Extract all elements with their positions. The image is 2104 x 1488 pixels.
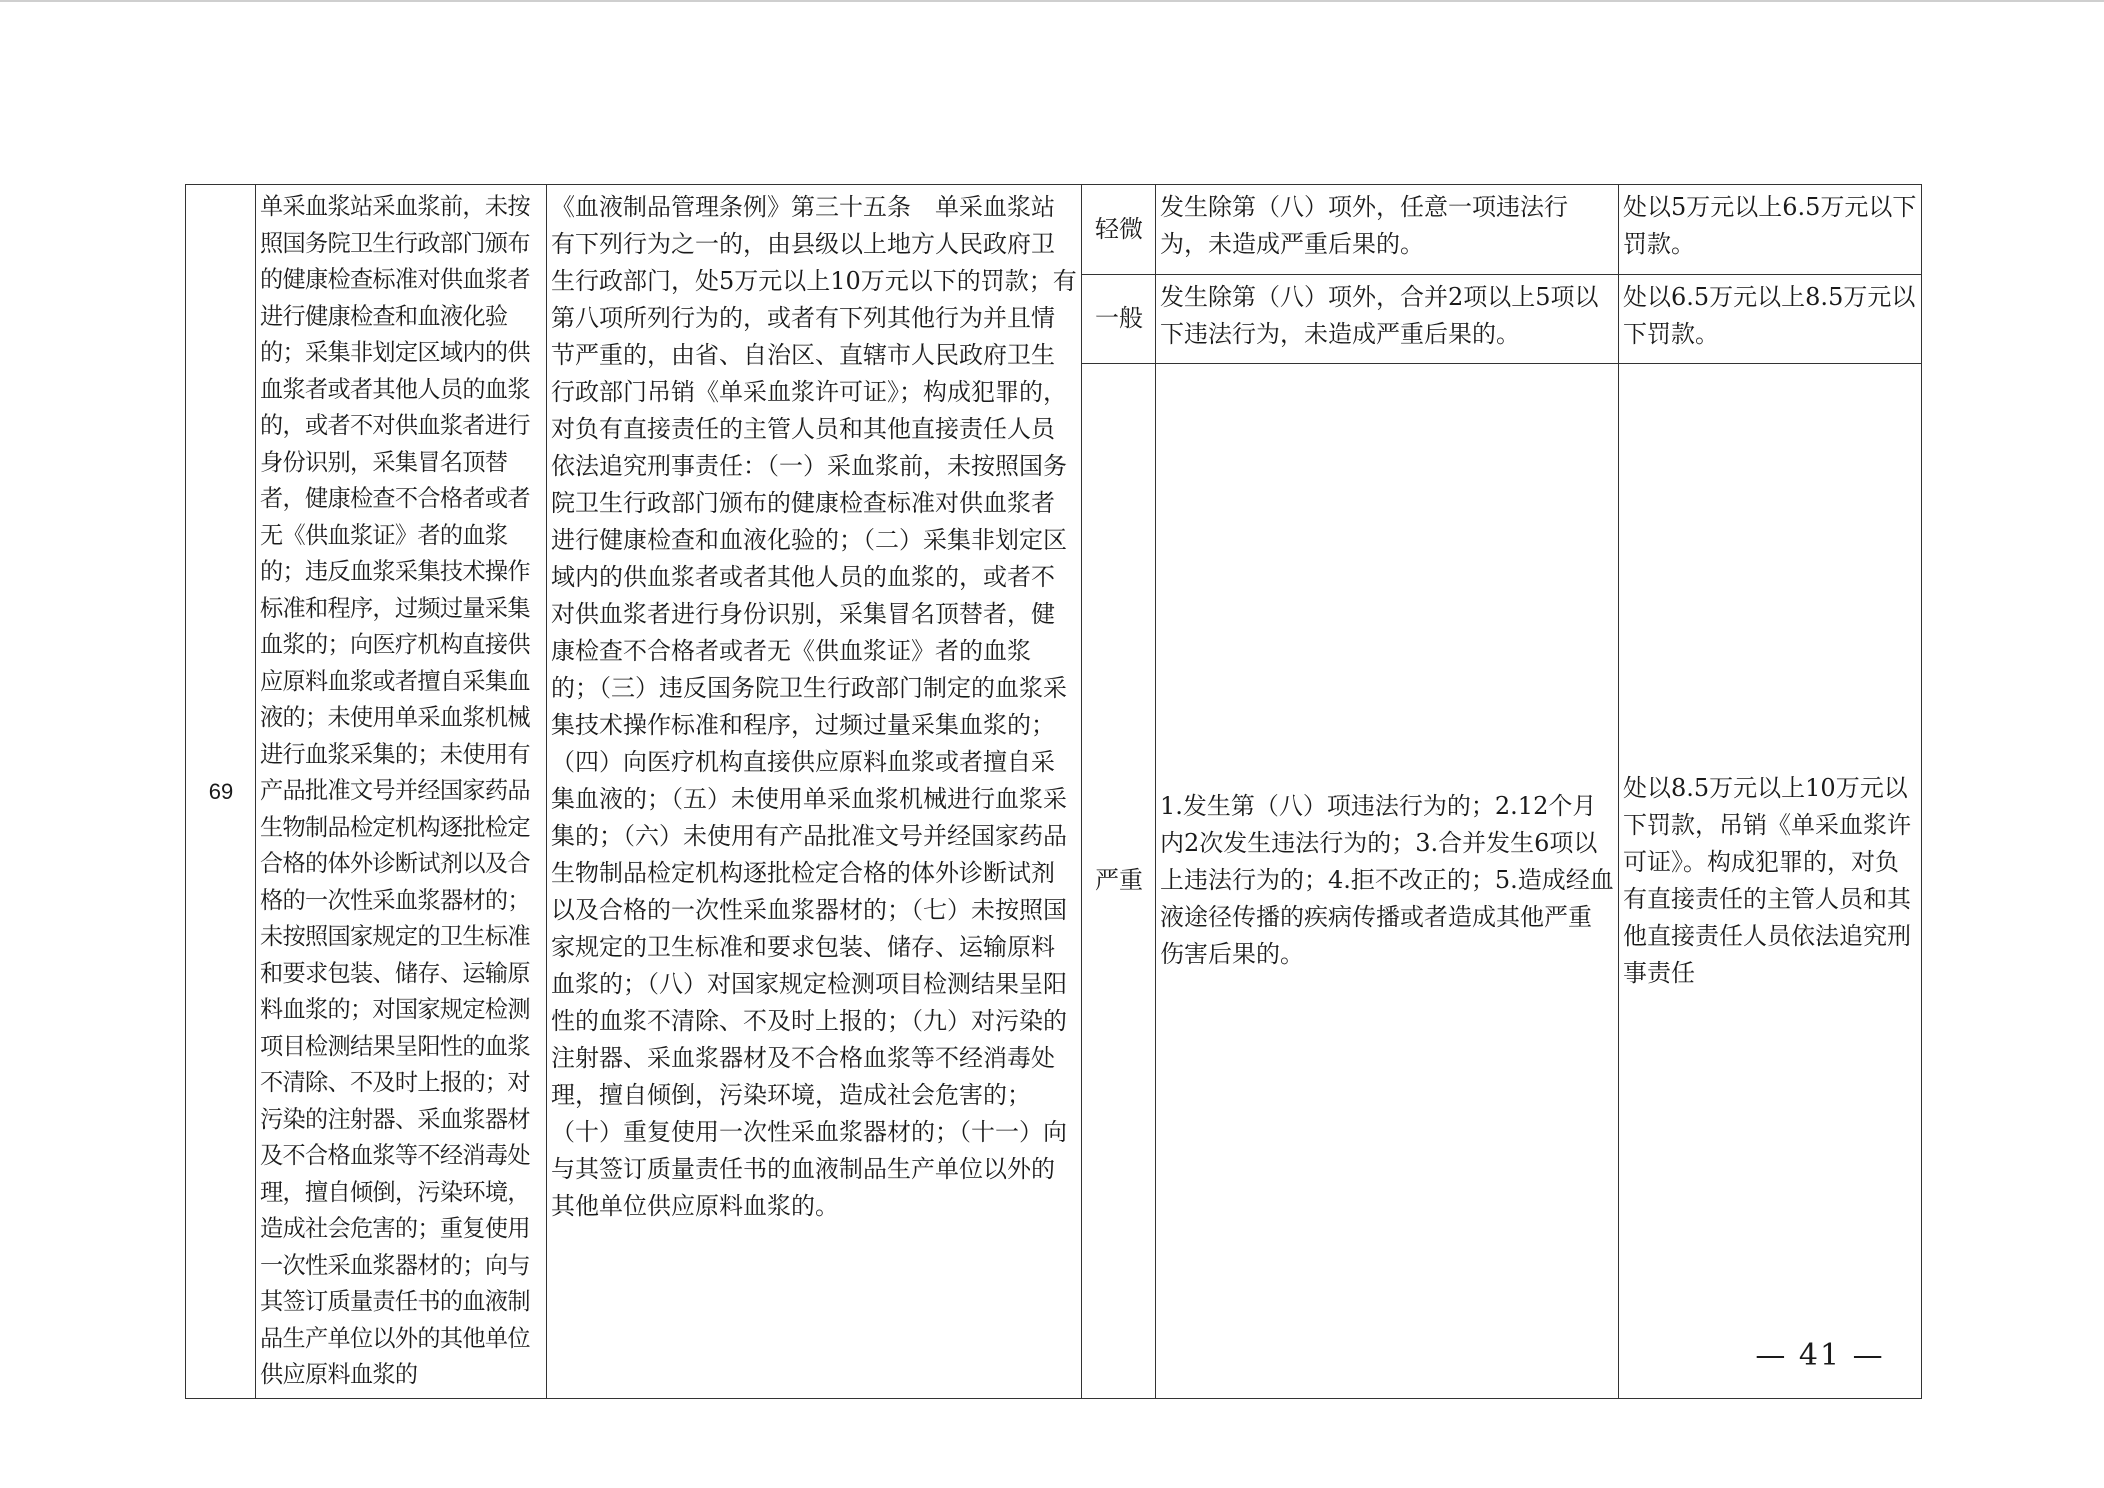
penalty-discretion-table [185,184,1922,1399]
violation-cell: 单采血浆站采血浆前，未按照国务院卫生行政部门颁布的健康检查标准对供血浆者进行健康检查和血液化验的；采集非划定区域内的供血浆者或者其他人员的血浆的，或者不对供血浆者进行身份识别，采集冒名顶替者，健康检查不合格者或者无《供血浆证》者的血浆的；违反血浆采集技术操作标准和程序，过频过量采集血浆的；向医疗机构直接供应原料血浆或者擅自采集血液的；未使用单采血浆机械进行血浆采集的；未使用有产品批准文号并经国家药品生物制品检定机构逐批检定合格的体外诊断试剂以及合格的一次性采血浆器材的；未按照国家规定的卫生标准和要求包装、储存、运输原料血浆的；对国家规定检测项目检测结果呈阳性的血浆不清除、不及时上报的；对污染的注射器、采血浆器材及不合格血浆等不经消毒处理，擅自倾倒，污染环境，造成社会危害的；重复使用一次性采血浆器材的；向与其签订质量责任书的血液制品生产单位以外的其他单位供应原料血浆的 [256,185,547,1399]
level-minor: 轻微 [1082,185,1156,275]
level-severe: 严重 [1082,364,1156,1398]
table-row [186,185,1922,275]
page-top-edge [0,0,2104,2]
legal-basis-cell: 《血液制品管理条例》第三十五条 单采血浆站有下列行为之一的，由县级以上地方人民政府卫生行政部门，处5万元以上10万元以下的罚款；有第八项所列行为的，或者有下列其他行为并且情节严重的，由省、自治区、直辖市人民政府卫生行政部门吊销《单采血浆许可证》；构成犯罪的，对负有直接责任的主管人员和其他直接责任人员依法追究刑事责任：（一）采血浆前，未按照国务院卫生行政部门颁布的健康检查标准对供血浆者进行健康检查和血液化验的；（二）采集非划定区域内的供血浆者或者其他人员的血浆的，或者不对供血浆者进行身份识别，采集冒名顶替者，健康检查不合格者或者无《供血浆证》者的血浆的；（三）违反国务院卫生行政部门制定的血浆采集技术操作标准和程序，过频过量采集血浆的；（四）向医疗机构直接供应原料血浆或者擅自采集血液的；（五）未使用单采血浆机械进行血浆采集的；（六）未使用有产品批准文号并经国家药品生物制品检定机构逐批检定合格的体外诊断试剂以及合格的一次性采血浆器材的；（七）未按照国家规定的卫生标准和要求包装、储存、运输原料血浆的；（八）对国家规定检测项目检测结果呈阳性的血浆不清除、不及时上报的；（九）对污染的注射器、采血浆器材及不合格血浆等不经消毒处理，擅自倾倒，污染环境，造成社会危害的；（十）重复使用一次性采血浆器材的；（十一）向与其签订质量责任书的血液制品生产单位以外的其他单位供应原料血浆的。 [547,185,1082,1399]
penalty-minor: 处以5万元以上6.5万元以下罚款。 [1619,185,1922,275]
circumstance-general: 发生除第（八）项外，合并2项以上5项以下违法行为，未造成严重后果的。 [1156,274,1619,364]
penalty-severe: 处以8.5万元以上10万元以下罚款，吊销《单采血浆许可证》。构成犯罪的，对负有直接责任的主管人员和其他直接责任人员依法追究刑事责任 [1619,364,1922,1398]
circumstance-severe: 1.发生第（八）项违法行为的；2.12个月内2次发生违法行为的；3.合并发生6项以上违法行为的；4.拒不改正的；5.造成经血液途径传播的疾病传播或者造成其他严重伤害后果的。 [1156,364,1619,1398]
level-general: 一般 [1082,274,1156,364]
page-number: — 41 — [1755,1338,1885,1373]
circumstance-minor: 发生除第（八）项外，任意一项违法行为，未造成严重后果的。 [1156,185,1619,275]
row-number: 69 [186,185,256,1399]
penalty-general: 处以6.5万元以上8.5万元以下罚款。 [1619,274,1922,364]
